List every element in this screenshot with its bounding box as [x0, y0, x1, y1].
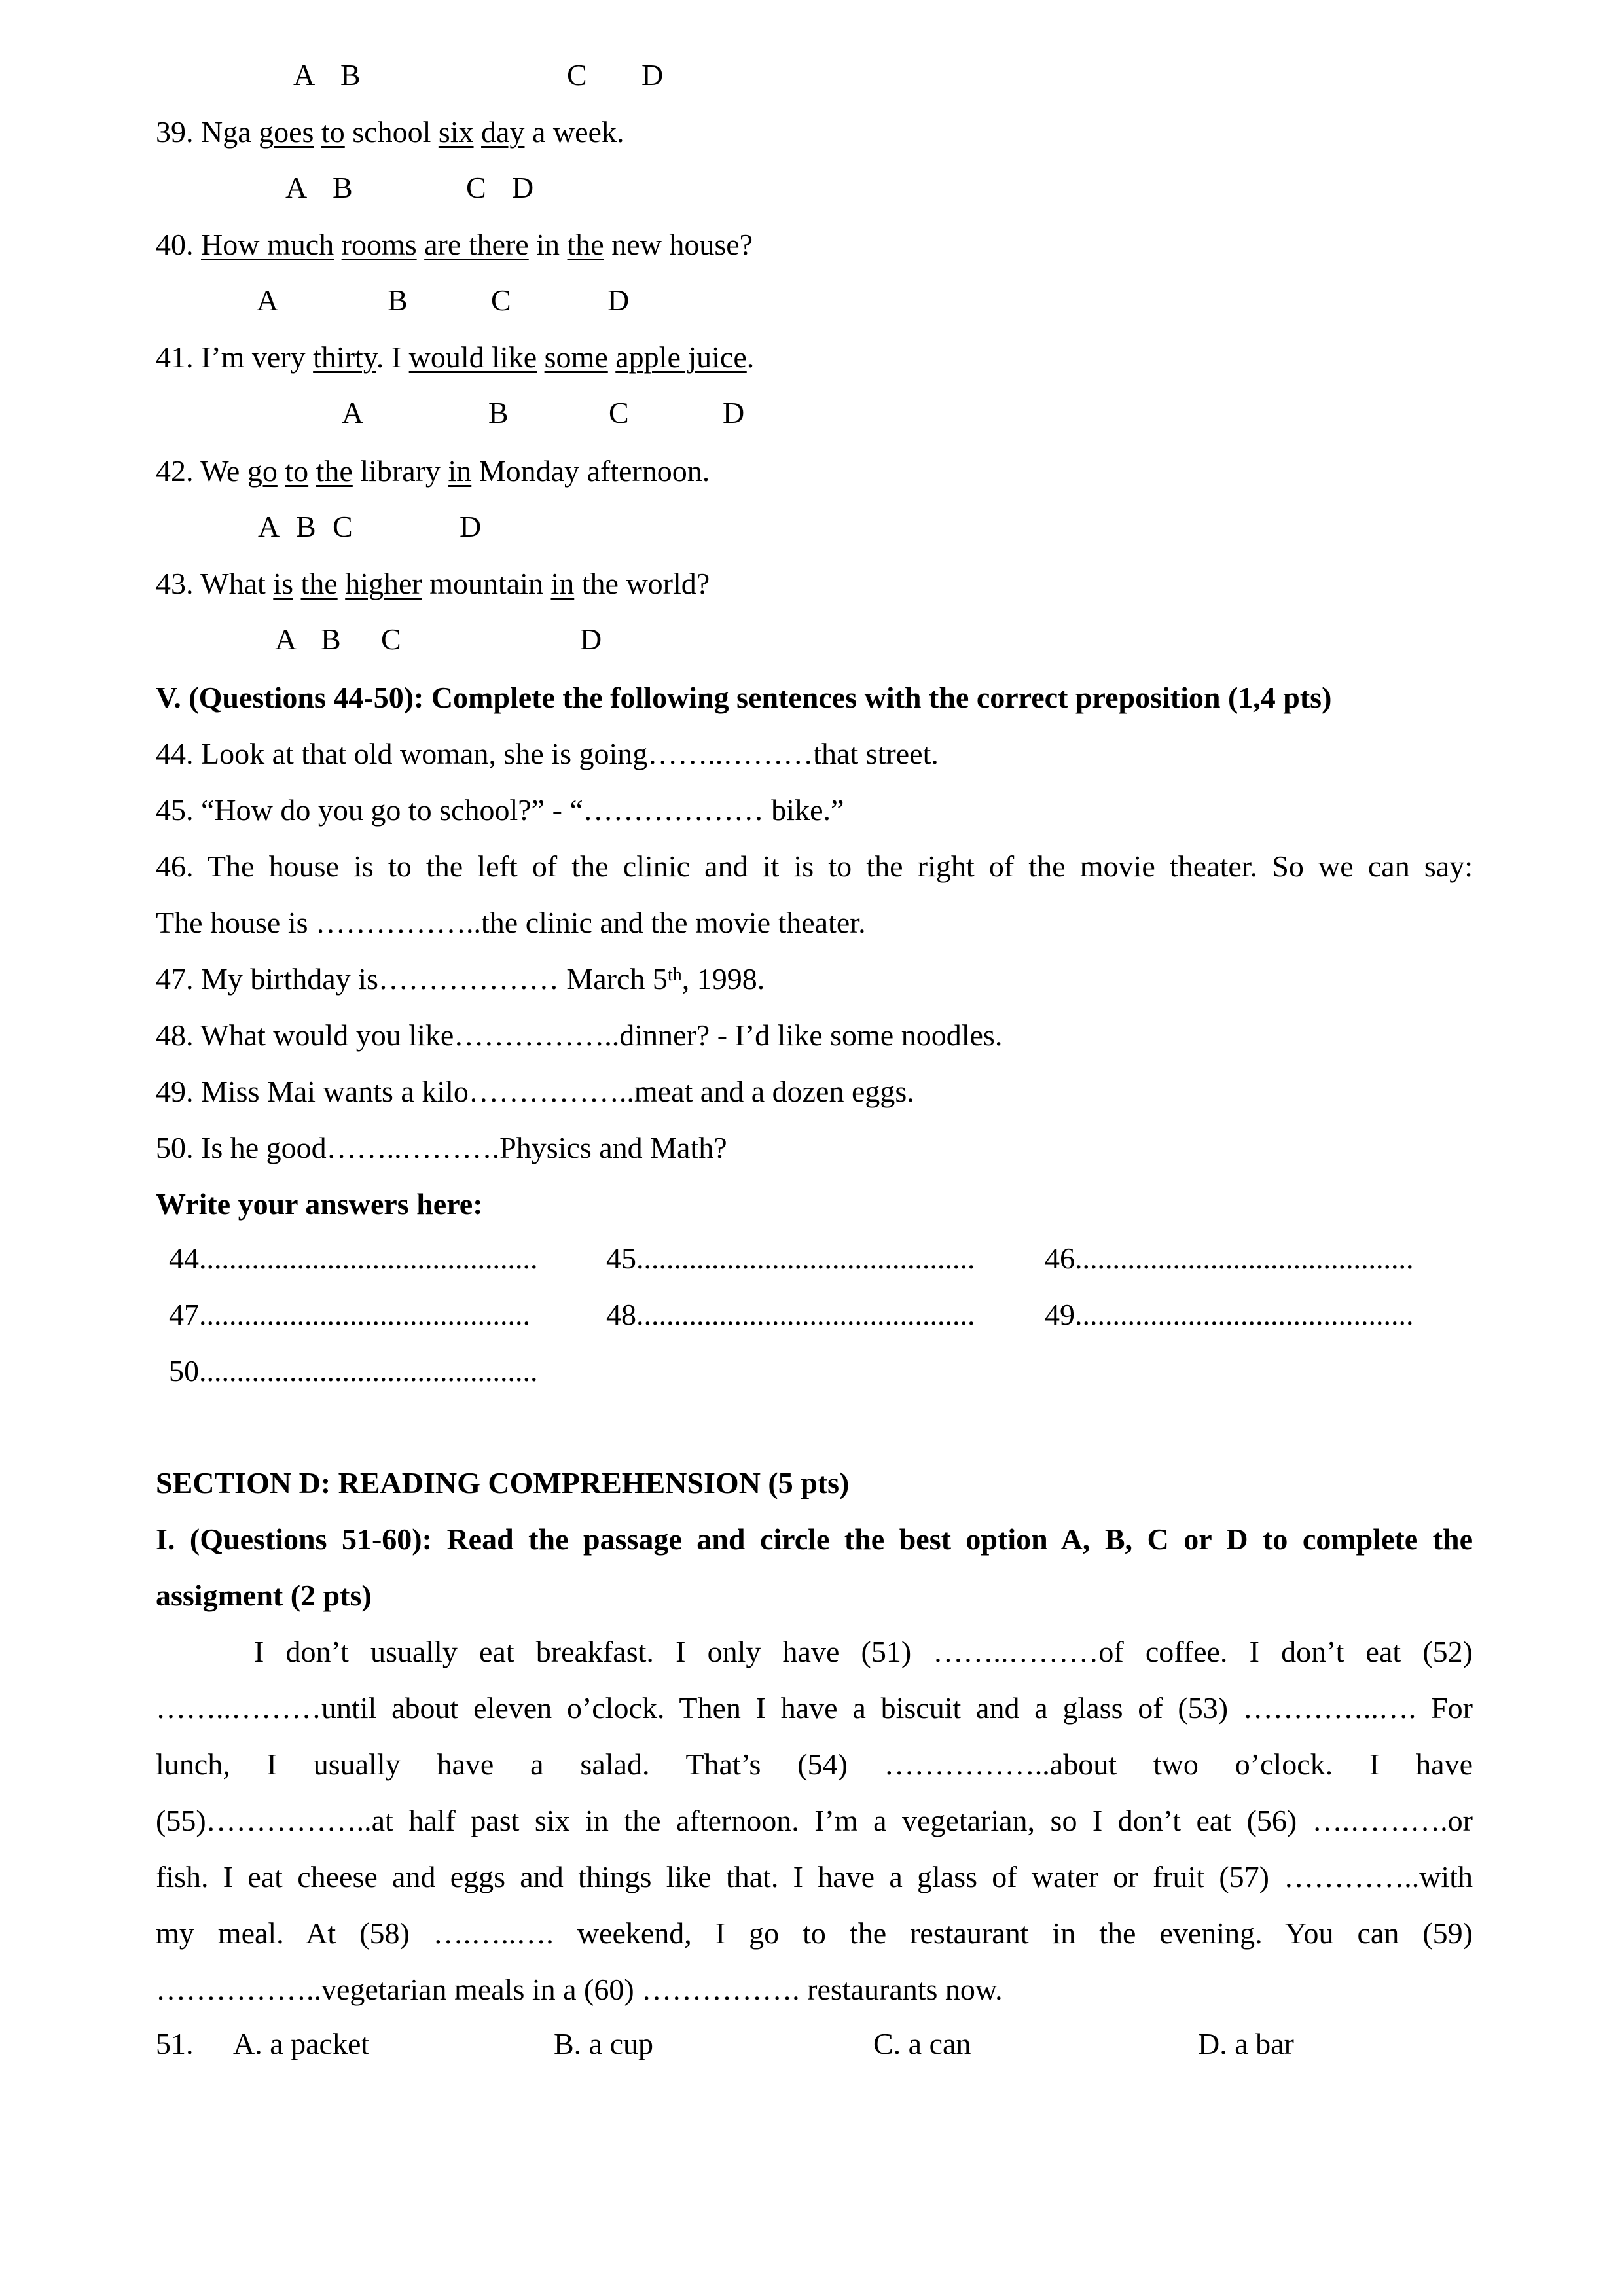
option-label-d: D — [641, 58, 664, 92]
underlined-b: rooms — [341, 228, 417, 261]
underlined-b: would like — [408, 340, 537, 374]
q42-label-b: B — [296, 510, 316, 543]
q40-label-a: A — [257, 283, 279, 317]
q41-label-a: A — [342, 396, 364, 429]
answer-field-47[interactable]: 47............................................ — [169, 1298, 530, 1331]
passage-line-6: my meal. At (58) ….…..…. weekend, I go to the restaurant in the evening. You can (59) — [156, 1916, 1473, 1950]
question-45: 45. “How do you go to school?” - “……………… bike.” — [156, 793, 844, 827]
question-46-line-2: The house is ……………..the clinic and the movie theater. — [156, 906, 866, 939]
passage-line-1: I don’t usually eat breakfast. I only have (51) ……..………of coffee. I don’t eat (52) — [254, 1635, 1473, 1668]
answer-field-49[interactable]: 49............................................. — [1045, 1298, 1414, 1331]
q43-label-a: A — [275, 622, 297, 656]
underlined-d: day — [481, 115, 525, 149]
underlined-c: are there — [424, 228, 529, 261]
question-48: 48. What would you like……………..dinner? - I’d like some noodles. — [156, 1018, 1003, 1052]
underlined-d: in — [550, 567, 575, 600]
section-v-heading: V. (Questions 44-50): Complete the following sentences with the correct preposition (1,4 pts) — [156, 681, 1332, 714]
option-label-a: A — [293, 58, 316, 92]
underlined-c: higher — [345, 567, 422, 600]
option-label-b: B — [340, 58, 361, 92]
question-47: 47. My birthday is……………… March 5th, 1998. — [156, 962, 765, 996]
question-50: 50. Is he good……..……….Physics and Math? — [156, 1131, 727, 1164]
underlined-b: to — [285, 454, 309, 488]
option-label-c: C — [567, 58, 587, 92]
q42-label-a: A — [258, 510, 280, 543]
q39-label-c: C — [466, 171, 486, 204]
question-44: 44. Look at that old woman, she is going……..………that street. — [156, 737, 939, 770]
q40-label-b: B — [388, 283, 408, 317]
passage-line-3: lunch, I usually have a salad. That’s (54) ……………..about two o’clock. I have — [156, 1748, 1473, 1781]
question-49: 49. Miss Mai wants a kilo……………..meat and a dozen eggs. — [156, 1075, 914, 1108]
passage-line-2: ……..………until about eleven o’clock. Then I have a biscuit and a glass of (53) …………..…. For — [156, 1691, 1473, 1725]
underlined-c: the — [316, 454, 353, 488]
q41-label-d: D — [723, 396, 745, 429]
q51-option-d[interactable]: D. a bar — [1198, 2027, 1294, 2060]
question-46-line-1: 46. The house is to the left of the clinic and it is to the right of the movie theater. So we can say: — [156, 850, 1473, 883]
q39-label-d: D — [512, 171, 534, 204]
q39-label-a: A — [285, 171, 308, 204]
underlined-b: the — [300, 567, 338, 600]
section-d-heading: SECTION D: READING COMPREHENSION (5 pts) — [156, 1466, 850, 1499]
underlined-c: six — [438, 115, 474, 149]
question-41: 41. I’m very thirty. I would like some apple juice. — [156, 340, 755, 374]
passage-line-4: (55)……………..at half past six in the afternoon. I’m a vegetarian, so I don’t eat (56) ….……….or — [156, 1804, 1473, 1837]
question-42: 42. We go to the library in Monday afternoon. — [156, 454, 710, 488]
q41-label-c: C — [609, 396, 629, 429]
answer-field-48[interactable]: 48............................................. — [606, 1298, 975, 1331]
question-40: 40. How much rooms are there in the new house? — [156, 228, 753, 261]
underlined-a: thirty — [313, 340, 376, 374]
answer-field-50[interactable]: 50............................................. — [169, 1354, 538, 1388]
answers-heading: Write your answers here: — [156, 1187, 483, 1221]
q51-option-c[interactable]: C. a can — [873, 2027, 971, 2060]
passage-line-5: fish. I eat cheese and eggs and things like that. I have a glass of water or fruit (57) …………..with — [156, 1860, 1473, 1893]
underlined-a: is — [273, 567, 293, 600]
answer-field-45[interactable]: 45............................................. — [606, 1242, 975, 1275]
underlined-c: some — [544, 340, 608, 374]
question-43: 43. What is the higher mountain in the world? — [156, 567, 710, 600]
answer-field-46[interactable]: 46............................................. — [1045, 1242, 1414, 1275]
q43-label-b: B — [321, 622, 341, 656]
q43-label-c: C — [381, 622, 401, 656]
q39-label-b: B — [333, 171, 353, 204]
q51-option-a[interactable]: A. a packet — [233, 2027, 370, 2060]
underlined-d: the — [567, 228, 604, 261]
section-d-instructions-line-2: assigment (2 pts) — [156, 1579, 372, 1612]
underlined-b: to — [321, 115, 345, 149]
question-39: 39. Nga goes to school six day a week. — [156, 115, 624, 149]
passage-line-7: ……………..vegetarian meals in a (60) ……………. restaurants now. — [156, 1973, 1003, 2006]
underlined-a: goes — [259, 115, 314, 149]
q43-label-d: D — [580, 622, 602, 656]
q40-label-d: D — [607, 283, 630, 317]
q40-label-c: C — [491, 283, 511, 317]
q42-label-d: D — [460, 510, 482, 543]
question-51-number: 51. — [156, 2027, 194, 2060]
underlined-a: How much — [201, 228, 334, 261]
underlined-d: apple juice — [615, 340, 747, 374]
section-d-instructions-line-1: I. (Questions 51-60): Read the passage and circle the best option A, B, C or D to complete the — [156, 1522, 1473, 1556]
q41-label-b: B — [488, 396, 509, 429]
underlined-d: in — [448, 454, 472, 488]
q51-option-b[interactable]: B. a cup — [554, 2027, 654, 2060]
underlined-a: go — [247, 454, 278, 488]
answer-field-44[interactable]: 44............................................. — [169, 1242, 538, 1275]
q42-label-c: C — [333, 510, 353, 543]
